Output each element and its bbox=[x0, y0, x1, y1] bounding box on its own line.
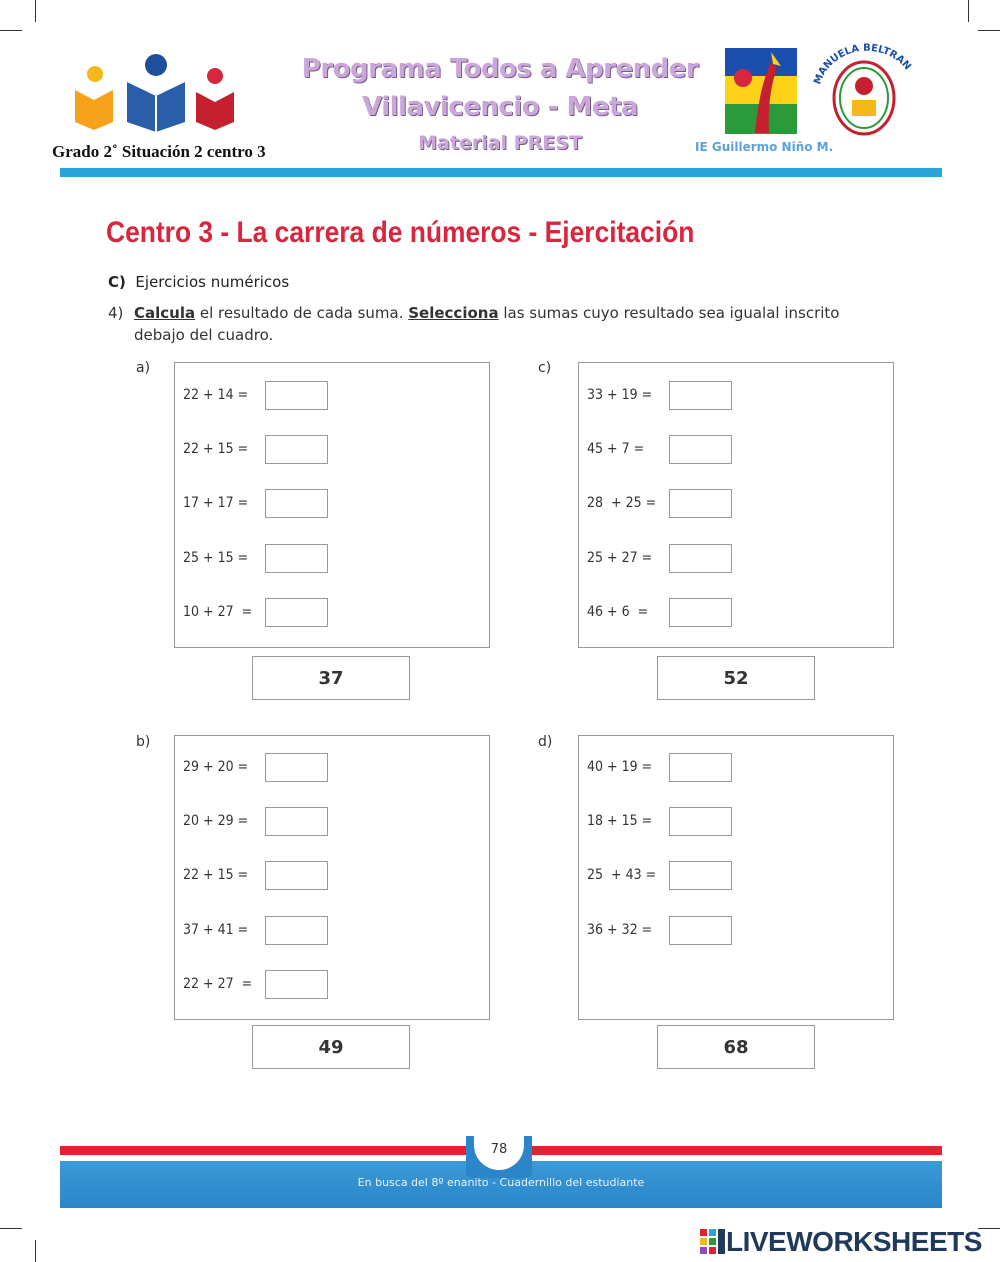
equation-row bbox=[587, 598, 732, 626]
equation-row bbox=[587, 807, 732, 835]
crop-mark bbox=[0, 30, 22, 31]
section-label: C) bbox=[108, 273, 126, 291]
block-label-d: d) bbox=[538, 734, 553, 750]
exercise-panel-c bbox=[578, 362, 894, 648]
equation[interactable]: 22 + 27 = bbox=[183, 976, 253, 992]
answer-box[interactable] bbox=[669, 381, 732, 410]
crop-mark bbox=[978, 30, 1000, 31]
program-material: Material PREST bbox=[418, 132, 582, 154]
liveworksheets-grid-icon bbox=[700, 1229, 726, 1255]
equation[interactable]: 25 + 15 = bbox=[183, 550, 249, 566]
block-label-b: b) bbox=[136, 734, 151, 750]
equation-row bbox=[587, 861, 732, 889]
answer-box[interactable] bbox=[265, 381, 328, 410]
equation-row bbox=[183, 753, 328, 781]
equation[interactable]: 22 + 15 = bbox=[183, 867, 249, 883]
block-label-c: c) bbox=[538, 360, 552, 376]
equation[interactable]: 29 + 20 = bbox=[183, 759, 249, 775]
equation-row bbox=[183, 435, 328, 463]
equation[interactable]: 17 + 17 = bbox=[183, 495, 249, 511]
exercise-panel-a bbox=[174, 362, 490, 648]
equation-row bbox=[183, 598, 328, 626]
page-title: Centro 3 - La carrera de números - Ejercitación bbox=[106, 216, 695, 249]
equation[interactable]: 22 + 15 = bbox=[183, 441, 249, 457]
instruction-keyword-calcula: Calcula bbox=[134, 304, 196, 322]
equation[interactable]: 18 + 15 = bbox=[587, 813, 653, 829]
answer-box[interactable] bbox=[669, 861, 732, 890]
equation[interactable]: 33 + 19 = bbox=[587, 387, 653, 403]
school-name: IE Guillermo Niño M. bbox=[695, 140, 834, 154]
instruction-number: 4) bbox=[108, 304, 124, 322]
equation[interactable]: 20 + 29 = bbox=[183, 813, 249, 829]
school-shield-icon bbox=[725, 48, 797, 134]
answer-box[interactable] bbox=[265, 544, 328, 573]
footer-caption: En busca del 8º enanito - Cuadernillo del estudiante bbox=[357, 1176, 645, 1189]
header-divider bbox=[60, 168, 942, 177]
block-label-a: a) bbox=[136, 360, 151, 376]
program-title: Programa Todos a Aprender bbox=[301, 54, 699, 84]
target-number-b: 49 bbox=[252, 1025, 410, 1069]
exercise-panel-b bbox=[174, 735, 490, 1020]
program-location: Villavicencio - Meta bbox=[362, 92, 638, 122]
answer-box[interactable] bbox=[669, 489, 732, 518]
crop-mark bbox=[35, 0, 36, 22]
equation[interactable]: 28 + 25 = bbox=[587, 495, 657, 511]
instruction-keyword-selecciona: Selecciona bbox=[408, 304, 499, 322]
crop-mark bbox=[0, 1228, 22, 1229]
equation[interactable]: 22 + 14 = bbox=[183, 387, 249, 403]
section-title: Ejercicios numéricos bbox=[135, 273, 290, 291]
instruction-text: las sumas cuyo resultado sea igualal inscrito bbox=[498, 304, 840, 322]
grade-line: Grado 2˚ Situación 2 centro 3 bbox=[52, 142, 266, 161]
equation[interactable]: 25 + 43 = bbox=[587, 867, 657, 883]
target-number-c: 52 bbox=[657, 656, 815, 700]
equation-row bbox=[587, 381, 732, 409]
instruction-text: el resultado de cada suma. bbox=[195, 304, 409, 322]
answer-box[interactable] bbox=[669, 807, 732, 836]
equation-row bbox=[587, 489, 732, 517]
instructions bbox=[108, 302, 868, 346]
equation-row bbox=[587, 753, 732, 781]
answer-box[interactable] bbox=[265, 861, 328, 890]
equation[interactable]: 40 + 19 = bbox=[587, 759, 653, 775]
equation-row bbox=[183, 970, 328, 998]
exercise-panel-d bbox=[578, 735, 894, 1020]
equation-row bbox=[183, 807, 328, 835]
equation[interactable]: 25 + 27 = bbox=[587, 550, 653, 566]
equation-row bbox=[587, 916, 732, 944]
equation-row bbox=[183, 544, 328, 572]
pta-logo-icon bbox=[72, 52, 242, 132]
answer-box[interactable] bbox=[669, 916, 732, 945]
equation-row bbox=[587, 435, 732, 463]
answer-box[interactable] bbox=[265, 970, 328, 999]
equation[interactable]: 45 + 7 = bbox=[587, 441, 645, 457]
equation[interactable]: 10 + 27 = bbox=[183, 604, 253, 620]
liveworksheets-logo[interactable] bbox=[700, 1226, 982, 1258]
answer-box[interactable] bbox=[669, 544, 732, 573]
equation-row bbox=[183, 916, 328, 944]
equation[interactable]: 46 + 6 = bbox=[587, 604, 649, 620]
answer-box[interactable] bbox=[265, 489, 328, 518]
answer-box[interactable] bbox=[265, 807, 328, 836]
crop-mark bbox=[35, 1240, 36, 1262]
seal-text: MANUELA BELTRAN bbox=[812, 42, 913, 87]
answer-box[interactable] bbox=[669, 435, 732, 464]
equation[interactable]: 37 + 41 = bbox=[183, 922, 249, 938]
equation-row bbox=[183, 861, 328, 889]
answer-box[interactable] bbox=[265, 916, 328, 945]
liveworksheets-brand: LIVEWORKSHEETS bbox=[726, 1226, 982, 1257]
answer-box[interactable] bbox=[669, 598, 732, 627]
answer-box[interactable] bbox=[669, 753, 732, 782]
answer-box[interactable] bbox=[265, 753, 328, 782]
page-number: 78 bbox=[490, 1142, 508, 1157]
answer-box[interactable] bbox=[265, 435, 328, 464]
section-heading bbox=[108, 273, 289, 291]
equation-row bbox=[183, 381, 328, 409]
target-number-a: 37 bbox=[252, 656, 410, 700]
manuela-beltran-seal-icon bbox=[808, 40, 918, 140]
target-number-d: 68 bbox=[657, 1025, 815, 1069]
equation[interactable]: 36 + 32 = bbox=[587, 922, 653, 938]
equation-row bbox=[587, 544, 732, 572]
crop-mark bbox=[968, 0, 969, 22]
equation-row bbox=[183, 489, 328, 517]
answer-box[interactable] bbox=[265, 598, 328, 627]
instruction-line2: debajo del cuadro. bbox=[134, 326, 274, 344]
